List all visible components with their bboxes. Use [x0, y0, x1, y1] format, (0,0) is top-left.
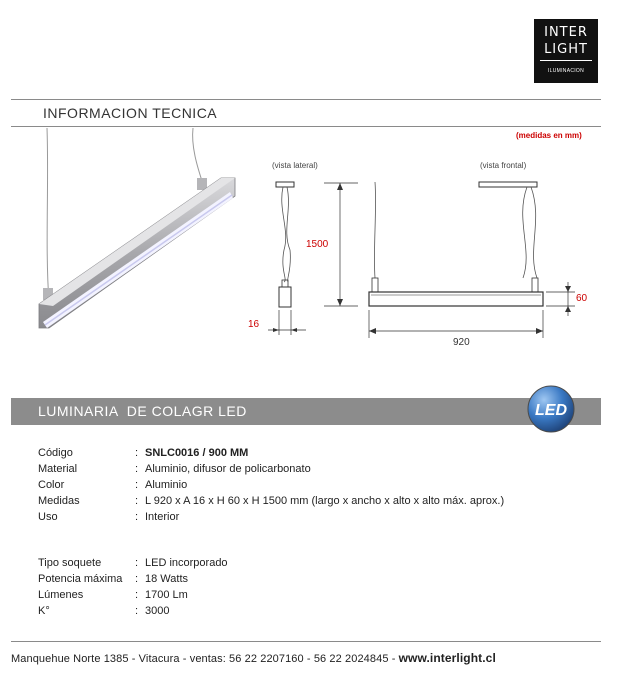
- footer: [11, 651, 496, 665]
- spec-colon: :: [135, 557, 139, 569]
- footer-sales-phone: ventas: 56 22 2207160: [189, 653, 304, 665]
- depth-dimension: 16: [248, 319, 260, 330]
- spec-label-color: Color: [38, 479, 65, 491]
- spec-label-kelvin: K°: [38, 605, 50, 617]
- spec-value-lumens: 1700 Lm: [145, 589, 188, 601]
- footer-address: Manquehue Norte 1385: [11, 653, 129, 665]
- footer-separator: -: [388, 653, 399, 665]
- spec-colon: :: [135, 589, 139, 601]
- spec-colon: :: [135, 573, 139, 585]
- front-view-drawing: [355, 170, 595, 350]
- spec-value-use: Interior: [145, 511, 180, 523]
- spec-value-socket: LED incorporado: [145, 557, 228, 569]
- product-title: LUMINARIA DE COLAGR LED: [38, 403, 247, 419]
- spec-colon: :: [135, 447, 139, 459]
- footer-separator: -: [179, 653, 190, 665]
- height-dimension: 1500: [306, 239, 329, 250]
- spec-colon: :: [135, 479, 139, 491]
- footer-city: Vitacura: [138, 653, 180, 665]
- spec-value-color: Aluminio: [145, 479, 188, 491]
- logo-tagline: ILUMINACION: [547, 68, 585, 74]
- product-photo: [25, 126, 255, 346]
- logo-word-light: LIGHT: [544, 42, 588, 57]
- spec-colon: :: [135, 605, 139, 617]
- footer-phone-2: 56 22 2024845: [313, 653, 389, 665]
- top-divider: [11, 99, 601, 100]
- led-badge-text: LED: [535, 402, 567, 419]
- footer-separator: -: [128, 653, 139, 665]
- spec-label-lumens: Lúmenes: [38, 589, 84, 601]
- spec-label-power: Potencia máxima: [38, 573, 123, 585]
- front-view-label: (vista frontal): [480, 161, 527, 170]
- footer-separator: -: [303, 653, 314, 665]
- spec-value-power: 18 Watts: [145, 573, 188, 585]
- spec-label-use: Uso: [38, 511, 58, 523]
- logo-rule: [540, 60, 592, 61]
- footer-website-link[interactable]: www.interlight.cl: [398, 651, 496, 665]
- spec-value-kelvin: 3000: [145, 605, 170, 617]
- spec-colon: :: [135, 495, 139, 507]
- spec-value-code: SNLC0016 / 900 MM: [145, 447, 249, 459]
- spec-label-dimensions: Medidas: [38, 495, 80, 507]
- spec-value-material: Aluminio, difusor de policarbonato: [145, 463, 311, 475]
- footer-divider: [11, 641, 601, 642]
- led-badge-icon: [526, 384, 576, 434]
- interlight-logo: [534, 19, 598, 83]
- section-title: INFORMACION TECNICA: [43, 105, 218, 121]
- thickness-dimension: 60: [576, 293, 588, 304]
- units-note: (medidas en mm): [516, 131, 582, 140]
- spec-label-code: Código: [38, 447, 73, 459]
- spec-value-dimensions: L 920 x A 16 x H 60 x H 1500 mm (largo x ancho x alto x alto máx. aprox.): [145, 495, 505, 507]
- length-dimension: 920: [453, 337, 470, 348]
- spec-colon: :: [135, 511, 139, 523]
- spec-colon: :: [135, 463, 139, 475]
- spec-label-material: Material: [38, 463, 78, 475]
- side-view-label: (vista lateral): [272, 161, 318, 170]
- logo-word-inter: INTER: [544, 25, 588, 40]
- spec-label-socket: Tipo soquete: [38, 557, 102, 569]
